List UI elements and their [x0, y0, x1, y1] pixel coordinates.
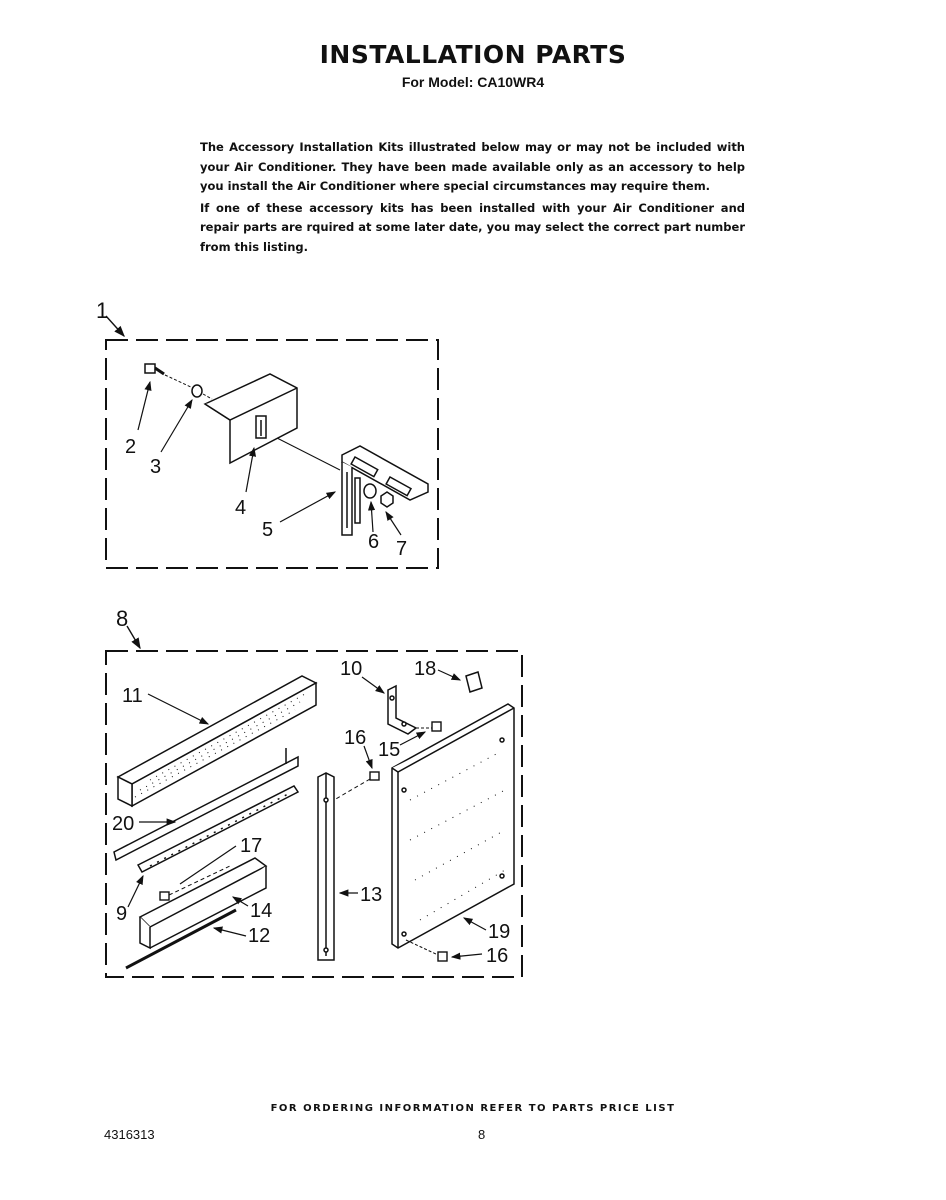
pad-icon	[466, 672, 482, 692]
callout-2: 2	[125, 436, 137, 458]
doc-number: 4316313	[104, 1127, 155, 1142]
callout-19: 19	[488, 921, 511, 943]
callout-14: 14	[250, 900, 273, 922]
page-number: 8	[478, 1127, 486, 1142]
callout-3: 3	[150, 456, 162, 478]
callout-18: 18	[414, 658, 437, 680]
cover-bracket-icon	[205, 374, 297, 463]
callout-6: 6	[368, 531, 380, 553]
screw-icon	[334, 772, 379, 800]
kit-1-leader	[106, 316, 124, 336]
callout-20: 20	[112, 813, 135, 835]
callout-11: 11	[122, 685, 143, 707]
intro-paragraph-2: If one of these accessory kits has been installed with your Air Conditioner and repair parts are rquired at some later date, you may select the correct part number from this listing.	[200, 200, 745, 254]
small-bracket-icon	[388, 686, 416, 734]
model-subtitle: For Model: CA10WR4	[401, 74, 545, 90]
screw-icon	[145, 364, 164, 374]
callout-13: 13	[360, 884, 383, 906]
screw-icon	[432, 722, 441, 731]
callout-15: 15	[378, 739, 401, 761]
callout-4: 4	[235, 497, 247, 519]
callout-5: 5	[262, 519, 274, 541]
panel-icon	[392, 704, 514, 948]
kit-2-leader	[127, 626, 140, 648]
vertical-bar-icon	[318, 773, 334, 960]
page-title: INSTALLATION PARTS	[319, 40, 627, 69]
washer-icon	[192, 385, 202, 397]
callout-10: 10	[340, 658, 363, 680]
callout-17: 17	[240, 835, 263, 857]
kit-1-ref: 1	[96, 298, 109, 323]
callout-12: 12	[248, 925, 271, 947]
kit-2-ref: 8	[116, 606, 129, 631]
nut-icon	[381, 492, 393, 507]
callout-16-upper: 16	[344, 727, 367, 749]
callout-16-lower: 16	[486, 945, 509, 967]
mounting-bracket-icon	[342, 446, 428, 535]
screw-icon	[406, 940, 447, 961]
ordering-note: FOR ORDERING INFORMATION REFER TO PARTS PRICE LIST	[270, 1103, 676, 1114]
kit-1-group	[96, 298, 438, 568]
callout-7: 7	[396, 538, 408, 560]
intro-paragraph-1: The Accessory Installation Kits illustrated below may or may not be included with your Air Conditioner. They have been made available only as an accessory to help you install the Air Conditioner where special circumstances may require them.	[200, 140, 745, 193]
callout-9: 9	[116, 903, 128, 925]
kit-2-group	[106, 606, 522, 977]
foam-strip-icon	[118, 676, 316, 806]
washer-icon	[364, 484, 376, 498]
